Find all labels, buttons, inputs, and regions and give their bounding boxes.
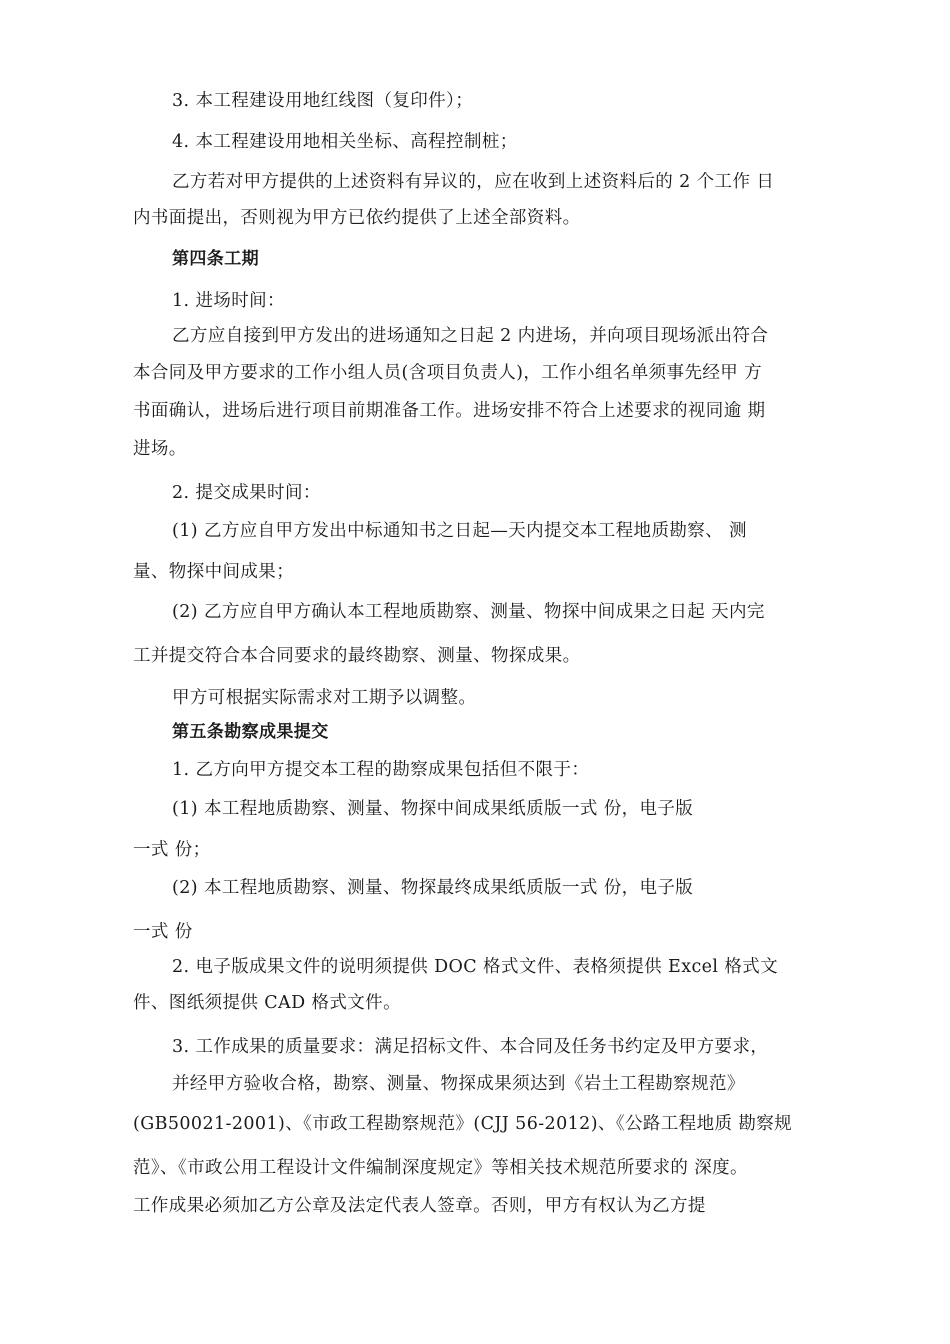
- paragraph-line: (GB50021-2001)、《市政工程勘察规范》(CJJ 56-2012)、《公路工程地质 勘察规: [133, 1114, 793, 1134]
- list-item-2: 2. 电子版成果文件的说明须提供 DOC 格式文件、表格须提供 Excel 格式文: [172, 957, 779, 977]
- list-item-1: 1. 乙方向甲方提交本工程的勘察成果包括但不限于：: [172, 760, 590, 780]
- paragraph-line: 甲方可根据实际需求对工期予以调整。: [172, 688, 477, 708]
- paragraph-line: 一式 份；: [133, 840, 211, 860]
- paragraph-line: 量、物探中间成果；: [133, 562, 295, 582]
- paragraph-line: 范》、《市政公用工程设计文件编制深度规定》等相关技术规范所要求的 深度。: [133, 1158, 748, 1178]
- sub-item-1: (1) 本工程地质勘察、测量、物探中间成果纸质版一式 份，电子版: [172, 799, 694, 819]
- paragraph-line: 内书面提出，否则视为甲方已依约提供了上述全部资料。: [133, 208, 581, 228]
- paragraph-line: 件、图纸须提供 CAD 格式文件。: [133, 993, 401, 1013]
- list-item-2: 2. 提交成果时间：: [172, 483, 321, 503]
- paragraph-line: 一式 份: [133, 922, 193, 942]
- list-item-4: 4. 本工程建设用地相关坐标、高程控制桩；: [172, 132, 518, 152]
- paragraph-line: 工并提交符合本合同要求的最终勘察、测量、物探成果。: [133, 646, 581, 666]
- list-item-3: 3. 工作成果的质量要求：满足招标文件、本合同及任务书约定及甲方要求，: [172, 1037, 769, 1057]
- paragraph-line: 书面确认，进场后进行项目前期准备工作。进场安排不符合上述要求的视同逾 期: [133, 401, 766, 421]
- sub-item-2: (2) 本工程地质勘察、测量、物探最终成果纸质版一式 份，电子版: [172, 878, 694, 898]
- paragraph-line: 乙方应自接到甲方发出的进场通知之日起 2 内进场，并向项目现场派出符合: [172, 326, 769, 346]
- list-item-3: 3. 本工程建设用地红线图（复印件）；: [172, 91, 474, 111]
- sub-item-1: (1) 乙方应自甲方发出中标通知书之日起—天内提交本工程地质勘察、 测: [172, 521, 747, 541]
- section-heading-4: 第四条工期: [172, 249, 259, 269]
- list-item-1: 1. 进场时间：: [172, 291, 285, 311]
- sub-item-2: (2) 乙方应自甲方确认本工程地质勘察、测量、物探中间成果之日起 天内完: [172, 602, 765, 622]
- paragraph-line: 本合同及甲方要求的工作小组人员(含项目负责人)，工作小组名单须事先经甲 方: [133, 363, 763, 383]
- paragraph-line: 并经甲方验收合格，勘察、测量、物探成果须达到《岩土工程勘察规范》: [172, 1074, 745, 1094]
- paragraph-line: 进场。: [133, 439, 187, 459]
- section-heading-5: 第五条勘察成果提交: [172, 722, 329, 742]
- paragraph-line: 乙方若对甲方提供的上述资料有异议的，应在收到上述资料后的 2 个工作 日: [172, 172, 775, 192]
- paragraph-line: 工作成果必须加乙方公章及法定代表人签章。否则，甲方有权认为乙方提: [133, 1196, 706, 1216]
